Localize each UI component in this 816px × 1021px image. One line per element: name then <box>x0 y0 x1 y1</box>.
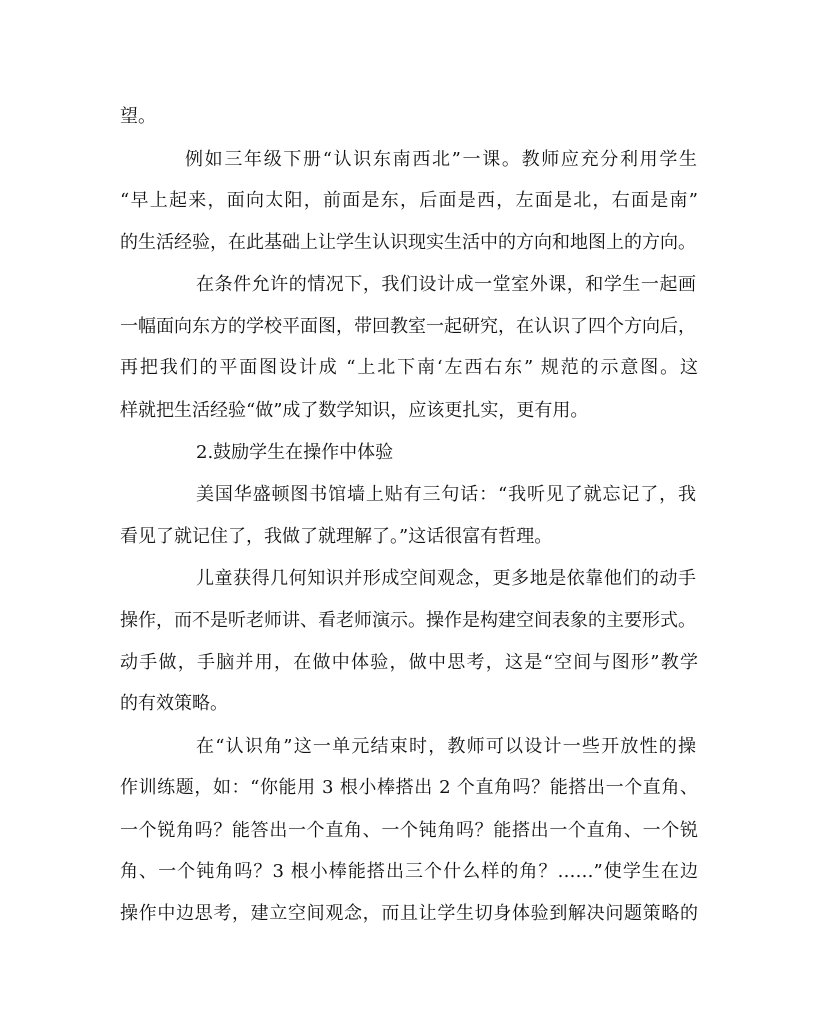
text-line: 操作，而不是听老师讲、看老师演示。操作是构建空间表象的主要形式。 <box>120 610 696 631</box>
text-line: 再把我们的平面图设计成 “上北下南‘左西右东” 规范的示意图。这 <box>120 357 698 378</box>
text-line: 操作中边思考，建立空间观念，而且让学生切身体验到解决问题策略的 <box>120 903 698 924</box>
text-line: 的生活经验，在此基础上让学生认识现实生活中的方向和地图上的方向。 <box>120 232 696 253</box>
section-heading: 2.鼓励学生在操作中体验 <box>196 442 394 463</box>
text-line: 动手做，手脑并用，在做中体验，做中思考，这是“空间与图形”教学 <box>120 652 698 673</box>
text-line: “早上起来，面向太阳，前面是东，后面是西，左面是北，右面是南” <box>120 190 698 211</box>
text-line: 看见了就记住了，我做了就理解了。”这话很富有哲理。 <box>120 526 553 547</box>
text-line: 儿童获得几何知识并形成空间观念，更多地是依靠他们的动手 <box>196 568 696 589</box>
text-line: 美国华盛顿图书馆墙上贴有三句话：“我听见了就忘记了，我 <box>196 484 696 505</box>
text-line: 例如三年级下册“认识东南西北”一课。教师应充分利用学生 <box>185 149 697 170</box>
text-line: 望。 <box>120 106 156 127</box>
text-line: 作训练题，如：“你能用 3 根小棒搭出 2 个直角吗？能搭出一个直角、 <box>120 777 698 798</box>
text-line: 在条件允许的情况下，我们设计成一堂室外课，和学生一起画 <box>196 274 696 295</box>
text-line: 的有效策略。 <box>120 693 228 714</box>
text-line: 在“认识角”这一单元结束时，教师可以设计一些开放性的操 <box>196 736 696 757</box>
text-line: 一个锐角吗？能答出一个直角、一个钝角吗？能搭出一个直角、一个锐 <box>120 820 698 841</box>
text-line: 一幅面向东方的学校平面图，带回教室一起研究，在认识了四个方向后， <box>120 316 696 337</box>
text-line: 样就把生活经验“做”成了数学知识，应该更扎实，更有用。 <box>120 400 589 421</box>
text-line: 角、一个钝角吗？3 根小棒能搭出三个什么样的角？……”使学生在边 <box>120 861 698 882</box>
